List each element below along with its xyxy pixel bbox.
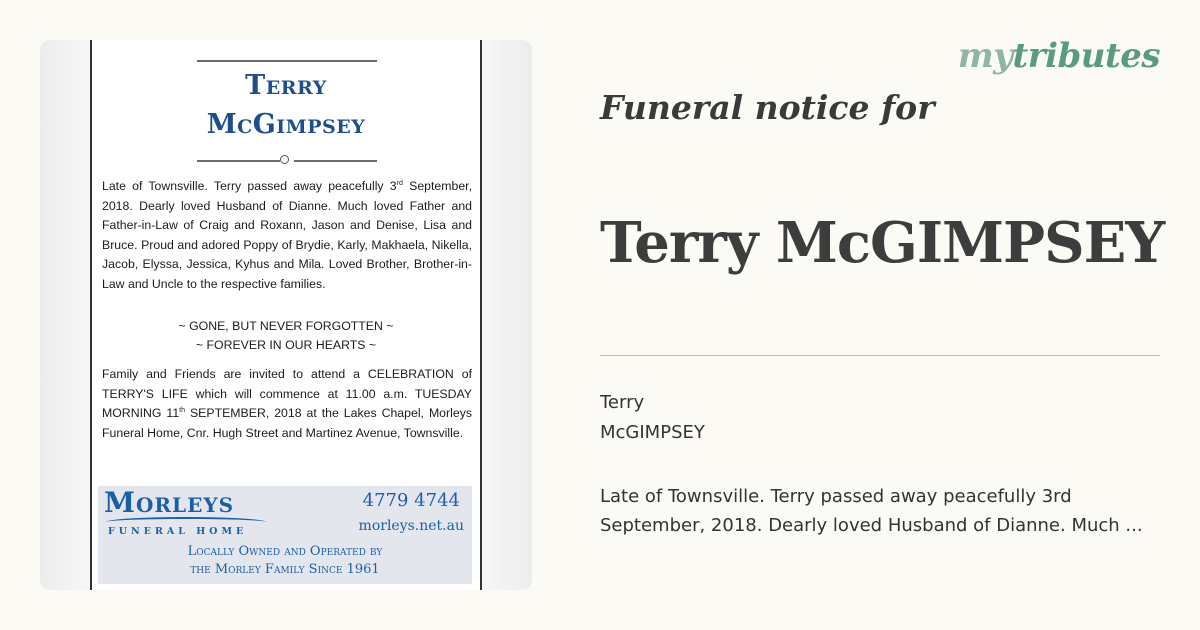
advert-tagline-2: the Morley Family Since 1961 — [190, 562, 380, 577]
notice-last-name: McGimpsey — [206, 109, 366, 140]
last-name: McGIMPSEY — [600, 422, 705, 443]
funeral-home-subtitle: FUNERAL HOME — [108, 526, 248, 537]
notice-first-name: Terry — [245, 70, 327, 101]
top-rule — [197, 60, 377, 62]
ornament-circle-icon — [280, 155, 289, 164]
notice-quote-1: ~ GONE, BUT NEVER FORGOTTEN ~ — [178, 319, 394, 333]
funeral-home-website: morleys.net.au — [358, 518, 464, 534]
notice-excerpt: Late of Townsville. Terry passed away peacefully 3rd September, 2018. Dearly loved Husband of Dianne. Much ... — [600, 486, 1143, 536]
ornament-rule-right — [294, 160, 377, 162]
funeral-home-advert — [98, 486, 472, 584]
notice-paragraph-service: Family and Friends are invited to attend a CELEBRATION of TERRY'S LIFE which will commence at 11.00 a.m. TUESDAY MORNING 11th SEPTEMBER, 2018 at the Lakes Chapel, Morleys Funeral Home, Cnr. Hugh Street and Martinez Avenue, Townsville. — [102, 367, 472, 440]
mytributes-logo[interactable]: mytributes — [957, 36, 1160, 76]
notice-paragraph-intro: Late of Townsville. Terry passed away peacefully 3rd September, 2018. Dearly loved Husband of Dianne. Much loved Father and Father-in-Law of Craig and Roxann, Jason and Denise, Lisa and Bruce. Proud and adored Poppy of Brydie, Karly, Makhaela, Nikella, Jacob, Elyssa, Jessica, Kyhus and Mila. Loved Brother, Brother-in-Law and Uncle to the respective families. — [102, 179, 473, 291]
notice-image-card — [40, 40, 532, 590]
ornament-rule-left — [197, 160, 280, 162]
funeral-home-phone: 4779 4744 — [362, 490, 460, 511]
divider — [600, 355, 1160, 356]
funeral-notice-paper — [90, 40, 482, 590]
first-name: Terry — [600, 392, 645, 413]
notice-quote-2: ~ FOREVER IN OUR HEARTS ~ — [195, 338, 377, 352]
advert-tagline-1: Locally Owned and Operated by — [187, 544, 383, 559]
funeral-home-logo: Morleys — [104, 486, 235, 519]
headline: Funeral notice for — [600, 88, 935, 127]
page-title: Terry McGIMPSEY — [600, 210, 1165, 276]
